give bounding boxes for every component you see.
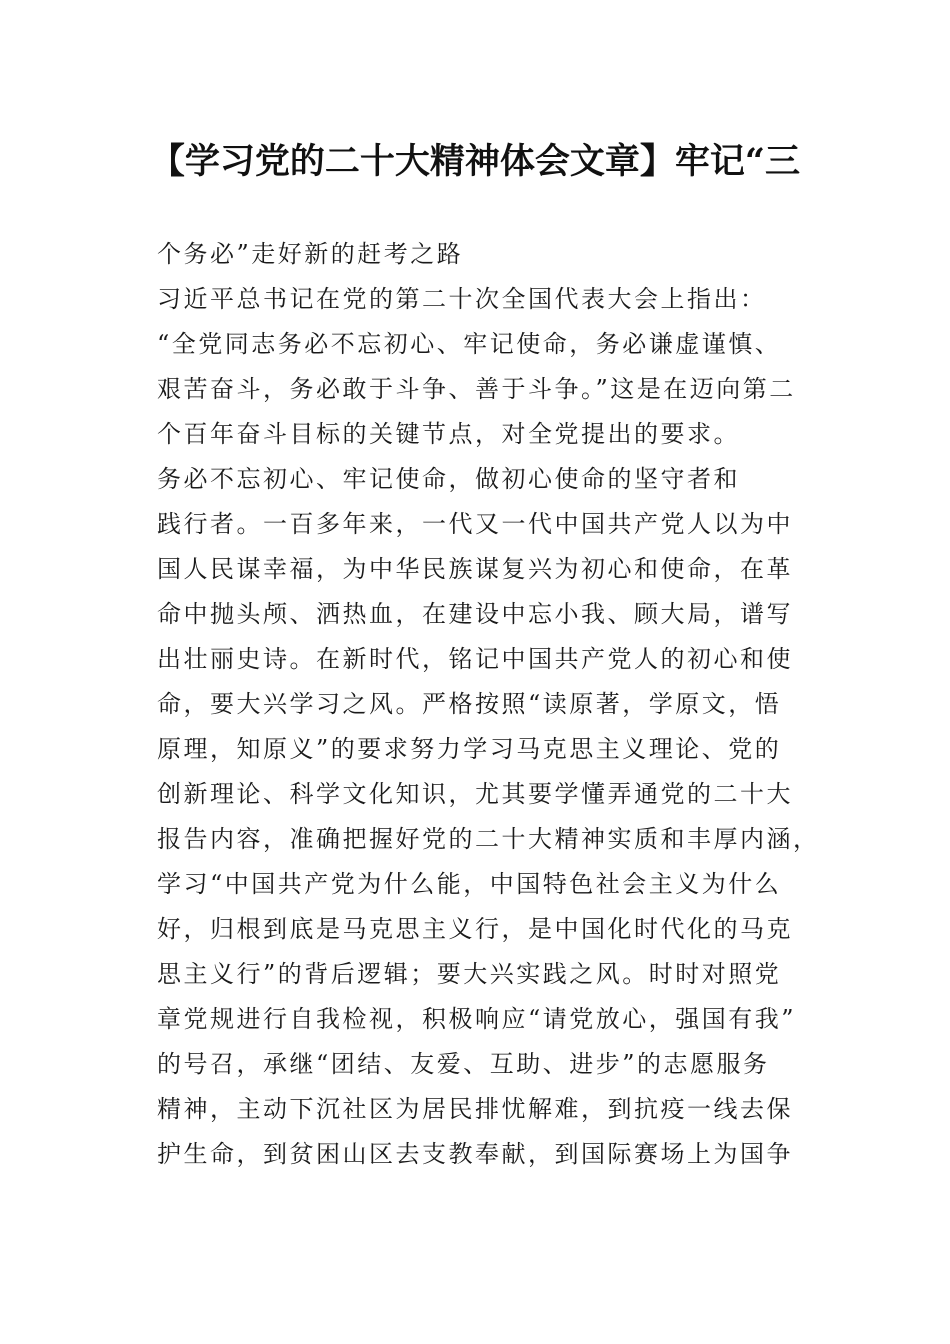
body-line: 思主义行”的背后逻辑；要大兴实践之风。时时对照党 — [157, 960, 782, 988]
body-line: 创新理论、科学文化知识，尤其要学懂弄通党的二十大 — [157, 780, 793, 808]
body-line: 命，要大兴学习之风。严格按照“读原著，学原文，悟 — [157, 690, 782, 718]
body-line: 精神，主动下沉社区为居民排忧解难，到抗疫一线去保 — [157, 1095, 793, 1123]
body-line: 习近平总书记在党的第二十次全国代表大会上指出： — [157, 285, 767, 313]
body-line: 个务必”走好新的赶考之路 — [157, 240, 464, 268]
body-line: 国人民谋幸福，为中华民族谋复兴为初心和使命，在革 — [157, 555, 793, 583]
body-line: 好，归根到底是马克思主义行，是中国化时代化的马克 — [157, 915, 793, 943]
body-line: 报告内容，准确把握好党的二十大精神实质和丰厚内涵， — [157, 825, 820, 853]
body-line: 的号召，承继“团结、友爱、互助、进步”的志愿服务 — [157, 1050, 770, 1078]
body-line: 践行者。一百多年来，一代又一代中国共产党人以为中 — [157, 510, 793, 538]
body-line: 出壮丽史诗。在新时代，铭记中国共产党人的初心和使 — [157, 645, 793, 673]
body-line: 艰苦奋斗，务必敢于斗争、善于斗争。”这是在迈向第二 — [157, 375, 796, 403]
body-line: 章党规进行自我检视，积极响应“请党放心，强国有我” — [157, 1005, 797, 1033]
body-line: 学习“中国共产党为什么能，中国特色社会主义为什么 — [157, 870, 782, 898]
body-line: “全党同志务必不忘初心、牢记使命，务必谦虚谨慎、 — [157, 330, 782, 358]
body-line: 务必不忘初心、牢记使命，做初心使命的坚守者和 — [157, 465, 740, 493]
body-line: 原理，知原义”的要求努力学习马克思主义理论、党的 — [157, 735, 782, 763]
document-body — [157, 232, 820, 1177]
document-title: 【学习党的二十大精神体会文章】牢记“三 — [149, 141, 801, 182]
body-line: 个百年奋斗目标的关键节点，对全党提出的要求。 — [157, 420, 740, 448]
body-line: 护生命，到贫困山区去支教奉献，到国际赛场上为国争 — [157, 1140, 793, 1168]
body-line: 命中抛头颅、洒热血，在建设中忘小我、顾大局，谱写 — [157, 600, 793, 628]
